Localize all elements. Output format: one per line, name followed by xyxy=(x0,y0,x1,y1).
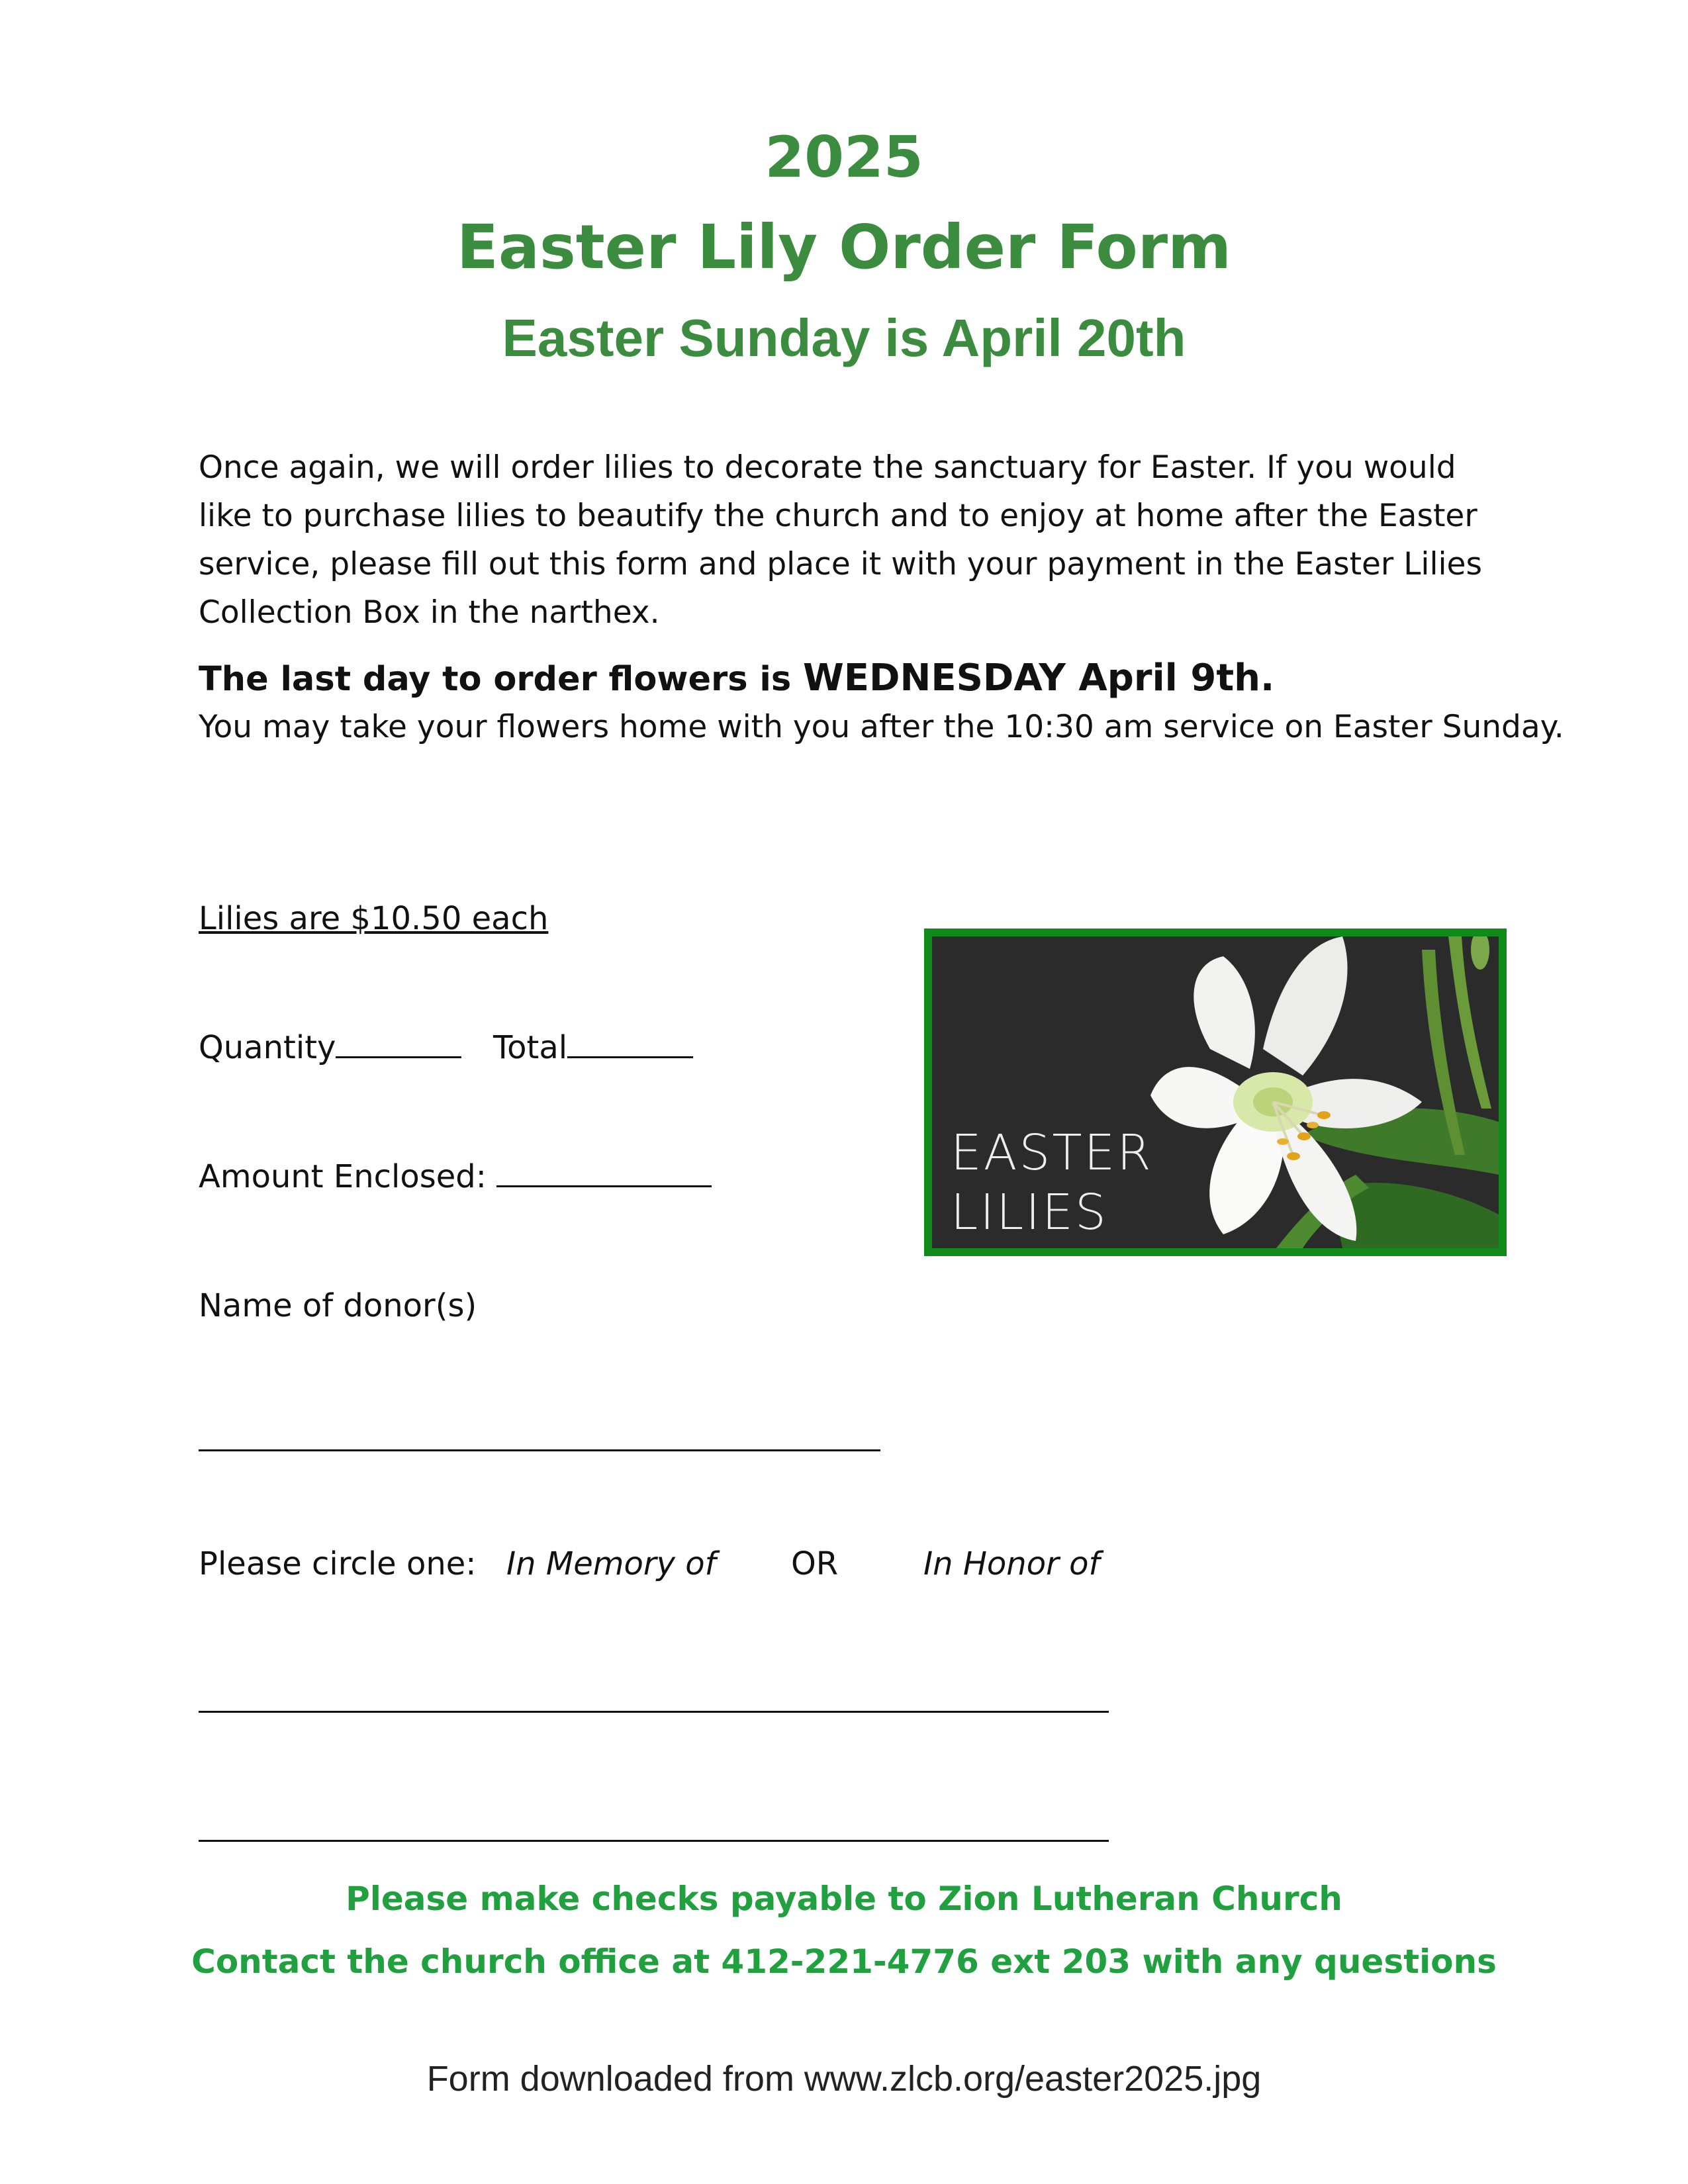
quantity-blank[interactable] xyxy=(336,1056,461,1058)
total-label: Total xyxy=(493,1029,568,1066)
year-heading: 2025 xyxy=(765,124,923,191)
total-blank[interactable] xyxy=(567,1056,693,1058)
image-caption xyxy=(951,1123,1153,1242)
or-separator: OR xyxy=(791,1545,839,1582)
total-field[interactable] xyxy=(493,1029,693,1066)
contact-note: Contact the church office at 412-221-4776 ext 203 with any questions xyxy=(191,1942,1497,1981)
in-honor-option[interactable]: In Honor of xyxy=(923,1545,1100,1582)
honoree-line-2[interactable] xyxy=(199,1840,1109,1842)
deadline-notice xyxy=(199,657,1274,700)
caption-line-1: EASTER xyxy=(951,1124,1153,1181)
amount-label: Amount Enclosed: xyxy=(199,1158,497,1195)
deadline-date: WEDNESDAY April 9th. xyxy=(802,657,1275,700)
honoree-line-1[interactable] xyxy=(199,1711,1109,1713)
easter-lilies-image xyxy=(924,929,1507,1256)
intro-paragraph: Once again, we will order lilies to decorate the sanctuary for Easter. If you would like to purchase lilies to beautify the church and to enjoy at home after the Easter service, please fill out this form and place it with your payment in the Easter Lilies Collection Box in the narthex. xyxy=(199,449,1482,631)
caption-line-2: LILIES xyxy=(951,1184,1108,1241)
download-source: Form downloaded from www.zlcb.org/easter2025.jpg xyxy=(426,2059,1262,2099)
payable-note: Please make checks payable to Zion Lutheran Church xyxy=(346,1880,1342,1918)
deadline-prefix: The last day to order flowers is xyxy=(199,660,803,699)
easter-date-subtitle: Easter Sunday is April 20th xyxy=(502,308,1186,367)
amount-enclosed-field[interactable] xyxy=(199,1158,712,1195)
circle-one-label: Please circle one: xyxy=(199,1545,477,1582)
in-memory-option[interactable]: In Memory of xyxy=(506,1545,716,1582)
quantity-field[interactable] xyxy=(199,1029,461,1066)
form-title: Easter Lily Order Form xyxy=(457,212,1231,283)
price-label: Lilies are $10.50 each xyxy=(199,900,549,937)
amount-blank[interactable] xyxy=(496,1185,712,1187)
donor-name-line[interactable] xyxy=(199,1449,880,1451)
pickup-note: You may take your flowers home with you after the 10:30 am service on Easter Sunday. xyxy=(199,709,1564,745)
donor-label: Name of donor(s) xyxy=(199,1287,477,1324)
quantity-label: Quantity xyxy=(199,1029,336,1066)
